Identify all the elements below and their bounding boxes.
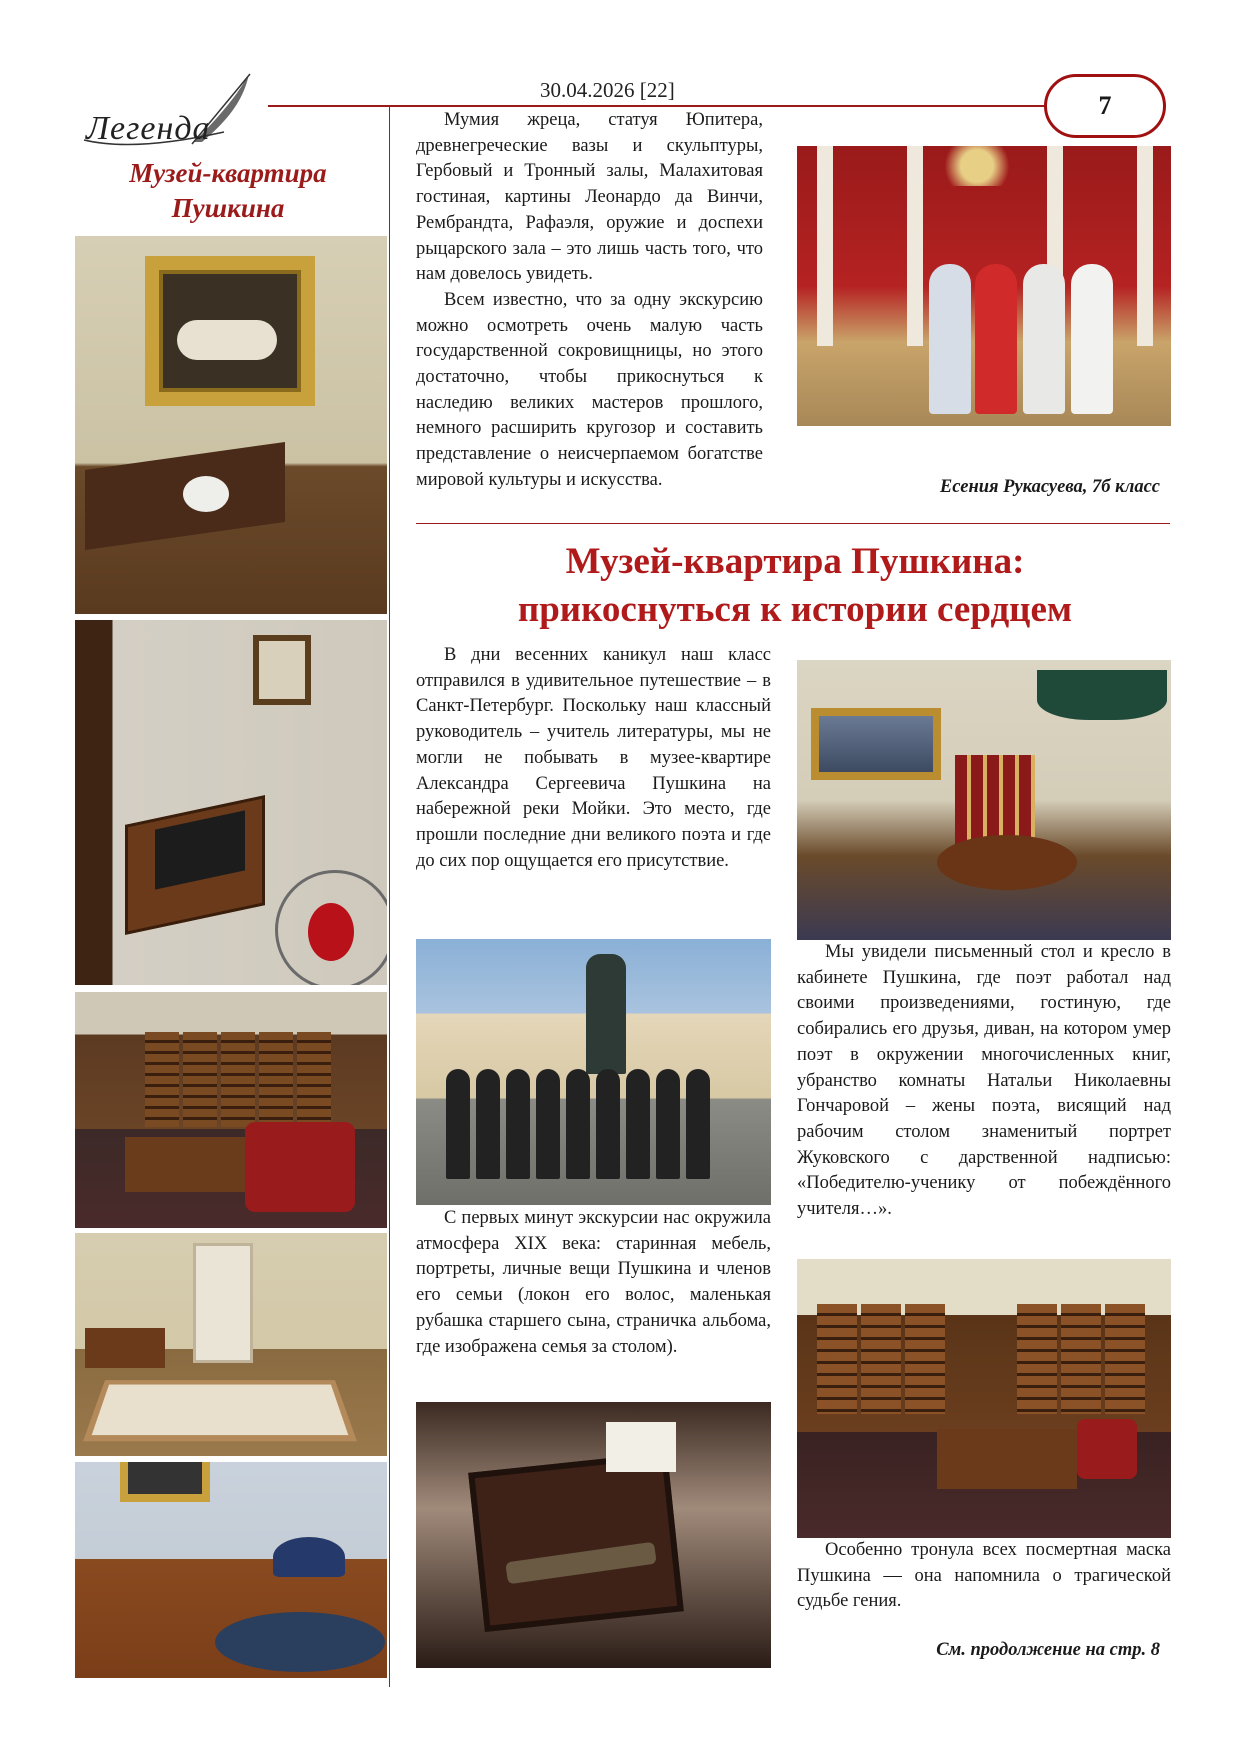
column-divider	[389, 107, 390, 1687]
photo-death-mask	[75, 236, 387, 614]
article-column-c	[416, 1206, 771, 1360]
headline-line1: Музей-квартира Пушкина:	[565, 541, 1025, 582]
article-paragraph: Мы увидели письменный стол и кресло в кабинете Пушкина, где поэт работал над своими произведениями, гостиную, где собирались его друзья, диван, на котором умер поэт в окружении многочисленных книг, убранство комнаты Натальи Николаевны Гончаровой – жены поэта, висящий над рабочим столом знаменитый портрет Жуковского с дарственной надписью: «Победителю-ученику от побеждённого учителя…».	[797, 942, 1171, 1220]
article-paragraph: В дни весенних каникул наш класс отправился в удивительное путешествие – в Санкт-Петербург. Поскольку наш классный руководитель – учитель литературы, мы не могли не побывать в музее-квартире Александра Сергеевича Пушкина на набережной реки Мойки. Это место, где прошли последние дни великого поэта и где до сих пор ощущается его присутствие.	[416, 645, 771, 871]
page-number: 7	[1044, 74, 1166, 138]
article-headline	[420, 538, 1170, 634]
photo-class-at-monument	[416, 939, 771, 1205]
sidebar-title-line2: Пушкина	[171, 193, 285, 223]
article-column-d	[797, 1538, 1171, 1615]
photo-living-room	[797, 660, 1171, 940]
top-article-paragraph: Всем известно, что за одну экскурсию можно осмотреть очень малую часть государственной сокровищницы, но этого достаточно, чтобы прикоснуться к наследию великих мастеров прошлого, немного расширить кругозор и составить представление о неисчерпаемом богатстве мировой культуры и искусства.	[416, 289, 763, 490]
photo-throne-hall	[797, 146, 1171, 426]
sidebar-title	[74, 156, 382, 226]
article-paragraph: Особенно тронула всех посмертная маска Пушкина — она напомнила о трагической судьбе гения.	[797, 1540, 1171, 1612]
section-rule	[416, 523, 1170, 524]
photo-study	[75, 992, 387, 1228]
photo-library	[797, 1259, 1171, 1538]
photo-display-case	[75, 620, 387, 985]
headline-line2: прикоснуться к истории сердцем	[517, 589, 1073, 630]
article-column-a	[416, 643, 771, 874]
issue-date: 30.04.2026 [22]	[540, 78, 675, 102]
article-column-b	[797, 940, 1171, 1223]
top-article-text	[416, 108, 763, 494]
photo-sofa-lamp	[75, 1462, 387, 1678]
sidebar-title-line1: Музей-квартира	[129, 158, 327, 188]
continued-link[interactable]: См. продолжение на стр. 8	[936, 1640, 1160, 1660]
byline: Есения Рукасуева, 7б класс	[939, 477, 1160, 497]
top-article-paragraph: Мумия жреца, статуя Юпитера, древнегреческие вазы и скульптуры, Гербовый и Тронный залы, Малахитовая гостиная, картины Леонардо да Винчи, Рембрандта, Рафаэля, оружие и доспехи рыцарского зала – это лишь часть того, что нам довелось увидеть.	[416, 110, 763, 285]
photo-pistols-case	[416, 1402, 771, 1668]
header-rule	[268, 105, 1044, 107]
logo-text: Легенда	[86, 110, 211, 147]
logo	[74, 72, 274, 162]
article-paragraph: С первых минут экскурсии нас окружила атмосфера XIX века: старинная мебель, портреты, личные вещи Пушкина и членов его семьи (локон его волос, маленькая рубашка старшего сына, страничка альбома, где изображена семья за столом).	[416, 1208, 771, 1357]
photo-drawing-room	[75, 1233, 387, 1456]
